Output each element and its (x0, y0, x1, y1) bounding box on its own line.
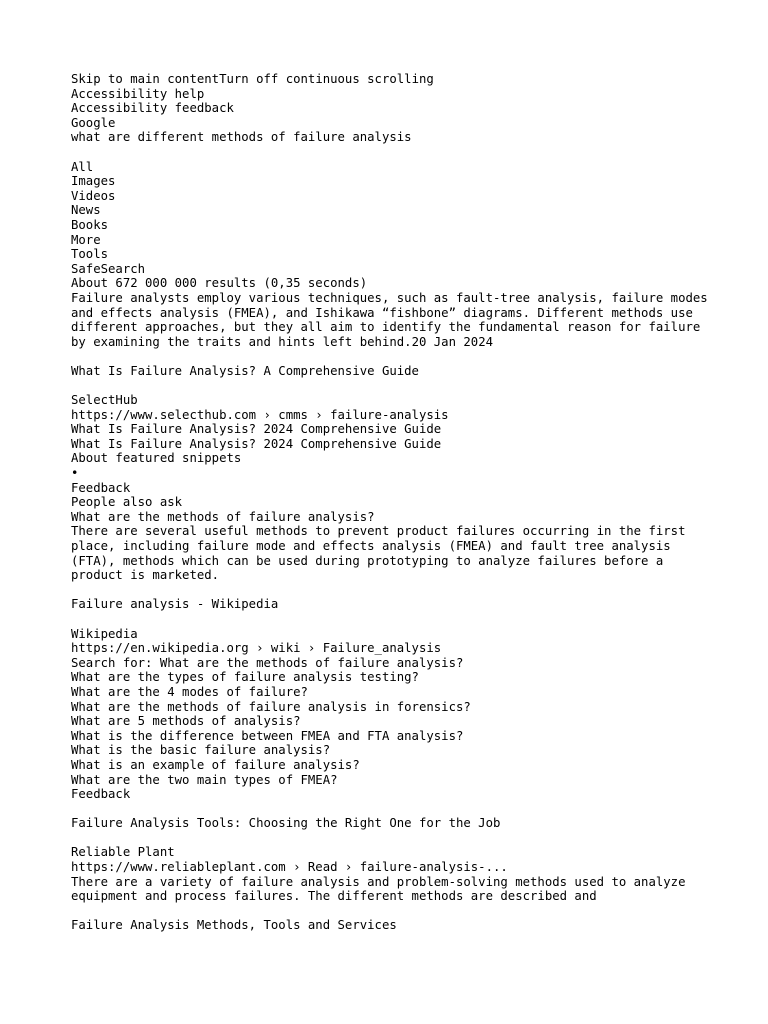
paa-q8-row (71, 758, 751, 773)
skip-links-row (71, 72, 751, 87)
tab-more-row (71, 233, 751, 248)
people-also-ask-heading: People also ask (71, 495, 183, 510)
paa-question-6[interactable]: What is the difference between FMEA and FTA analysis? (71, 728, 464, 743)
tab-videos-row (71, 189, 751, 204)
featured-result-title[interactable]: What Is Failure Analysis? A Comprehensive Guide (71, 363, 419, 378)
tab-news-row (71, 203, 751, 218)
paa-q5-row (71, 714, 751, 729)
spacer (71, 831, 751, 846)
featured-snippet-body: Failure analysts employ various techniques, such as fault-tree analysis, failure modes and effects analysis (FMEA), and Ishikawa “fishbone” diagrams. Different methods use different approaches, but they all aim to identify the fundamental reason for failure by examining the traits and hints left behind. (71, 290, 708, 349)
paa-q3-row (71, 685, 751, 700)
paa-question-4[interactable]: What are the methods of failure analysis in forensics? (71, 699, 471, 714)
paa-result-title[interactable]: Failure analysis - Wikipedia (71, 597, 279, 612)
tab-images-row (71, 174, 751, 189)
paa-feedback-link[interactable]: Feedback (71, 787, 131, 802)
bullet-separator: • (71, 466, 79, 481)
paa-q4-row (71, 700, 751, 715)
about-snippets-row (71, 451, 751, 466)
result-site-name: Reliable Plant (71, 845, 175, 860)
paa-r1-title-row (71, 597, 751, 612)
search-results-page (71, 72, 751, 933)
safesearch-button[interactable]: SafeSearch (71, 261, 146, 276)
search-input[interactable]: what are different methods of failure analysis (71, 130, 412, 145)
paa-search-for-link[interactable]: Search for: What are the methods of failure analysis? (71, 655, 464, 670)
paa-result-site: Wikipedia (71, 626, 138, 641)
spacer (71, 378, 751, 393)
featured-feedback-link[interactable]: Feedback (71, 480, 131, 495)
skip-to-main-link[interactable]: Skip to main content (71, 72, 220, 86)
tab-books[interactable]: Books (71, 217, 109, 232)
paa-q7-row (71, 743, 751, 758)
paa-question-7[interactable]: What is the basic failure analysis? (71, 743, 331, 758)
result-1-title-row (71, 816, 751, 831)
paa-question-3[interactable]: What are the 4 modes of failure? (71, 684, 308, 699)
spacer (71, 583, 751, 598)
tab-news[interactable]: News (71, 203, 101, 218)
logo-row (71, 116, 751, 131)
search-box-row (71, 130, 751, 145)
tab-all-row (71, 160, 751, 175)
featured-snippet-text (71, 291, 711, 349)
featured-snippet-date: 20 Jan 2024 (411, 334, 493, 349)
accessibility-help-link[interactable]: Accessibility help (71, 86, 205, 101)
tab-books-row (71, 218, 751, 233)
paa-q9-row (71, 773, 751, 788)
paa-question-8[interactable]: What is an example of failure analysis? (71, 757, 360, 772)
tools-row (71, 247, 751, 262)
google-logo[interactable]: Google (71, 115, 116, 130)
spacer (71, 612, 751, 627)
accessibility-feedback-row (71, 101, 751, 116)
featured-title-row (71, 364, 751, 379)
featured-alt-link-1[interactable]: What Is Failure Analysis? 2024 Comprehensive Guide (71, 422, 442, 437)
paa-feedback-row (71, 787, 751, 802)
result-2-title-row (71, 918, 751, 933)
spacer (71, 145, 751, 160)
paa-question-9[interactable]: What are the two main types of FMEA? (71, 772, 338, 787)
paa-question-5[interactable]: What are 5 methods of analysis? (71, 714, 301, 729)
paa-answer-1: There are several useful methods to prevent product failures occurring in the first place, including failure mode and effects analysis (FMEA) and fault tree analysis (FTA), methods which can be used during prototyping to analyze failures before a product is marketed. (71, 524, 686, 583)
result-stats: About 672 000 000 results (0,35 seconds) (71, 276, 368, 291)
about-featured-snippets-link[interactable]: About featured snippets (71, 451, 242, 466)
paa-q2-row (71, 670, 751, 685)
paa-q1-row (71, 510, 751, 525)
spacer (71, 802, 751, 817)
featured-alt-link-2[interactable]: What Is Failure Analysis? 2024 Comprehensive Guide (71, 436, 442, 451)
featured-url: https://www.selecthub.com › cmms › failure-analysis (71, 407, 449, 422)
tab-images[interactable]: Images (71, 174, 116, 189)
result-snippet: There are a variety of failure analysis and problem-solving methods used to analyze equipment and process failures. The different methods are described and (71, 874, 686, 904)
safesearch-row (71, 262, 751, 277)
result-title[interactable]: Failure Analysis Methods, Tools and Services (71, 918, 397, 933)
paa-q6-row (71, 729, 751, 744)
accessibility-feedback-link[interactable]: Accessibility feedback (71, 101, 234, 116)
tab-more[interactable]: More (71, 232, 101, 247)
tab-videos[interactable]: Videos (71, 188, 116, 203)
result-title[interactable]: Failure Analysis Tools: Choosing the Right One for the Job (71, 816, 501, 831)
result-url: https://www.reliableplant.com › Read › failure-analysis-... (71, 860, 508, 875)
paa-question-1[interactable]: What are the methods of failure analysis? (71, 509, 375, 524)
featured-feedback-row (71, 481, 751, 496)
featured-site-name: SelectHub (71, 393, 138, 408)
tab-all[interactable]: All (71, 159, 94, 174)
spacer (71, 904, 751, 919)
paa-search-for-row (71, 656, 751, 671)
paa-result-url: https://en.wikipedia.org › wiki › Failure_analysis (71, 641, 442, 656)
featured-alt1-row (71, 422, 751, 437)
continuous-scroll-toggle[interactable]: Turn off continuous scrolling (219, 72, 434, 86)
featured-alt2-row (71, 437, 751, 452)
paa-question-2[interactable]: What are the types of failure analysis testing? (71, 670, 419, 685)
accessibility-help-row (71, 87, 751, 102)
spacer (71, 349, 751, 364)
tools-button[interactable]: Tools (71, 247, 109, 262)
